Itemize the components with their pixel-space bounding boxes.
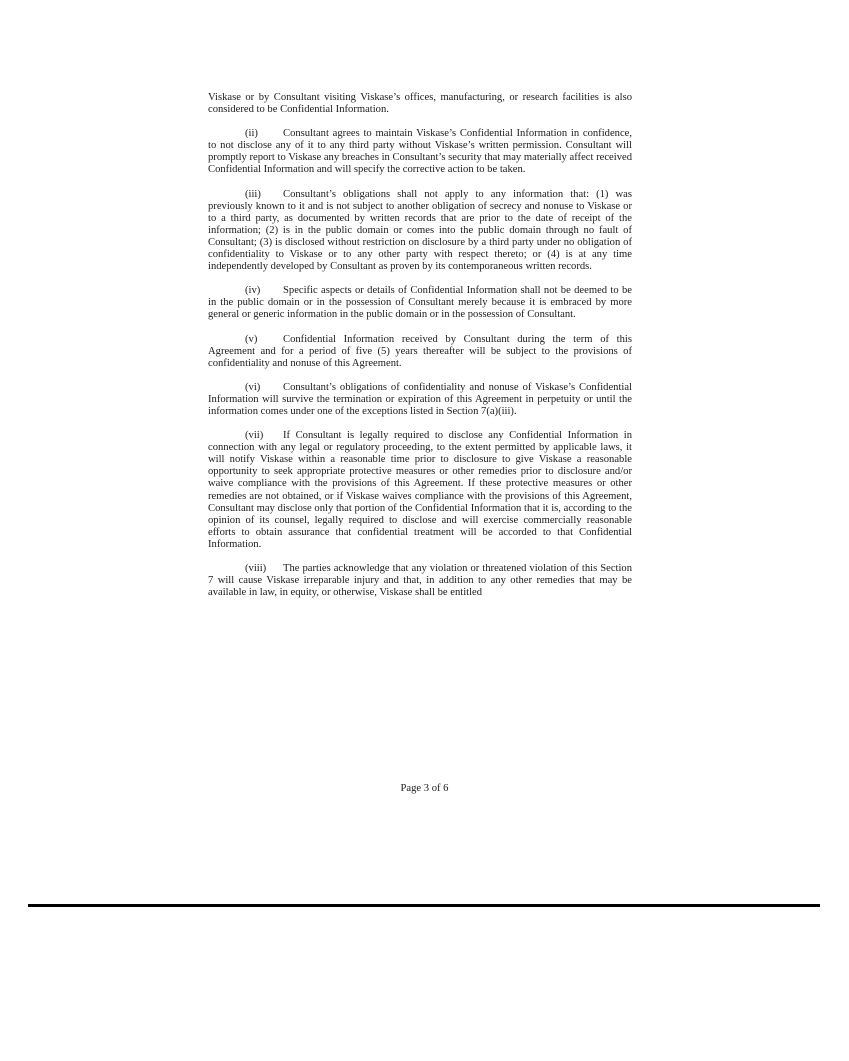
- paragraph-vi: [208, 382, 632, 418]
- page-divider: [28, 904, 820, 907]
- paragraph-marker: (iv): [245, 285, 261, 297]
- paragraph-iii: [208, 189, 632, 274]
- paragraph-marker: (viii): [245, 563, 267, 574]
- paragraph-marker: (v): [245, 333, 258, 345]
- continuation-paragraph: Viskase or by Consultant visiting Viskase’s offices, manufacturing, or research facilities is also considered to be Confidential Information.: [208, 92, 632, 116]
- paragraph-vii: [208, 430, 632, 551]
- paragraph-marker: (vii): [245, 430, 264, 442]
- paragraph-v: [208, 334, 632, 370]
- paragraph-marker: (ii): [245, 128, 258, 140]
- paragraph-marker: (iii): [245, 188, 261, 200]
- page-number: Page 3 of 6: [400, 783, 449, 794]
- paragraph-iv: [208, 285, 632, 321]
- paragraph-text: The parties acknowledge that any violation or threatened violation of this Section 7 will cause Viskase irreparable injury and that, in addition to any other remedies that may be available in law, in equity, or otherwise, Viskase shall be entitled: [208, 563, 632, 599]
- paragraph-viii: [208, 563, 632, 599]
- paragraph-ii: [208, 128, 632, 176]
- paragraph-text: If Consultant is legally required to disclose any Confidential Information in connection with any legal or regulatory proceeding, to the extent permitted by applicable laws, it will notify Viskase within a reasonable time prior to disclosure to give Viskase a reasonable opportunity to seek appropriate protective measures or other remedies prior to disclosure and/or waive compliance with the provisions of this Agreement. If these protective measures or other remedies are not obtained, or if Viskase waives compliance with the provisions of this Agreement, Consultant may disclose only that portion of the Confidential Information that it is, according to the opinion of its counsel, legally required to disclose and will exercise commercially reasonable efforts to obtain assurance that confidential treatment will be accorded to that Confidential Information.: [208, 430, 632, 550]
- paragraph-text: Consultant’s obligations of confidentiality and nonuse of Viskase’s Confidential Information will survive the termination or expiration of this Agreement in perpetuity or until the information comes under one of the exceptions listed in Section 7(a)(iii).: [208, 381, 632, 417]
- paragraph-text: Consultant’s obligations shall not apply to any information that: (1) was previously known to it and is not subject to another obligation of secrecy and nonuse to Viskase or to a third party, as documented by written records that are prior to the date of receipt of the information; (2) is in the public domain or comes into the public domain through no fault of Consultant; (3) is disclosed without restriction on disclosure by a third party under no obligation of confidentiality to Viskase or to any other party with respect thereto; or (4) is at any time independently developed by Consultant as proven by its contemporaneous written records.: [208, 188, 632, 273]
- paragraph-text: Confidential Information received by Consultant during the term of this Agreement and for a period of five (5) years thereafter will be subject to the provisions of confidentiality and nonuse of this Agreement.: [208, 333, 632, 369]
- document-body: [208, 92, 632, 611]
- paragraph-marker: (vi): [245, 381, 261, 393]
- paragraph-text: Consultant agrees to maintain Viskase’s Confidential Information in confidence, to not disclose any of it to any third party without Viskase’s written permission. Consultant will promptly report to Viskase any breaches in Consultant’s security that may materially affect received Confidential Information and will specify the corrective action to be taken.: [208, 128, 632, 176]
- paragraph-text: Specific aspects or details of Confidential Information shall not be deemed to be in the public domain or in the possession of Consultant merely because it is embraced by more general or generic information in the public domain or in the possession of Consultant.: [208, 285, 632, 321]
